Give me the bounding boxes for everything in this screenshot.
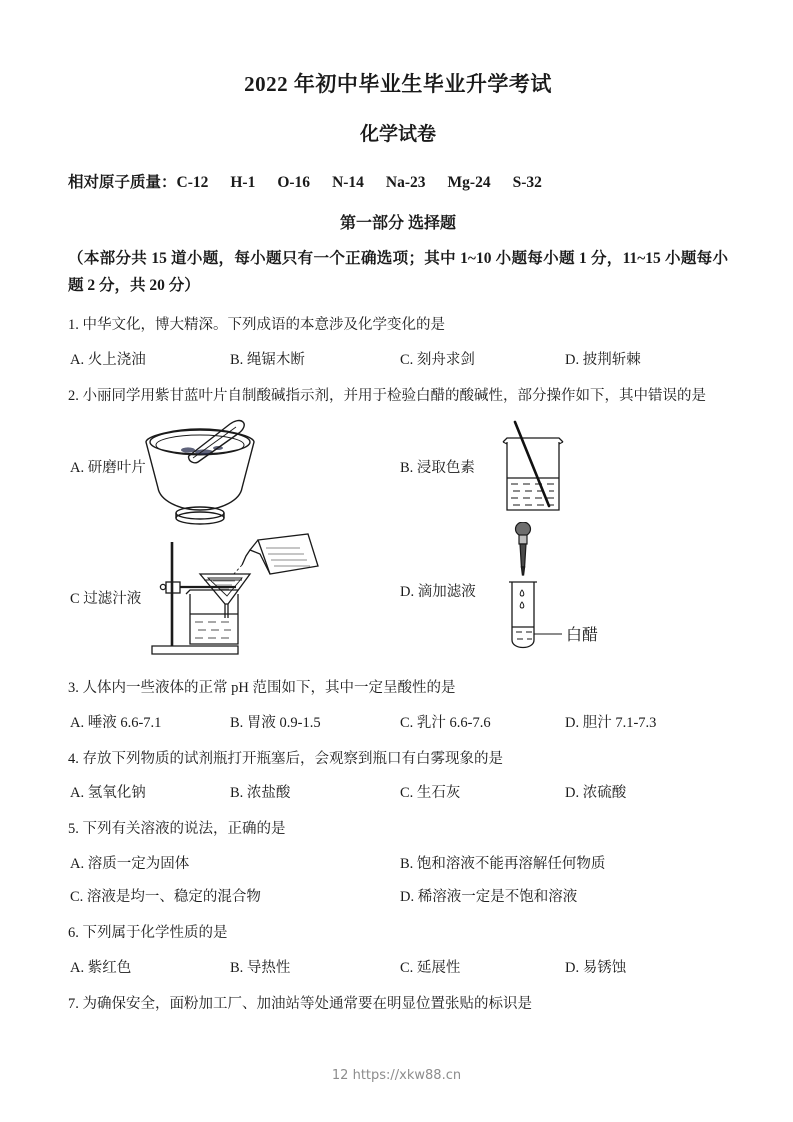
question-3	[68, 678, 728, 733]
question-1-option-d[interactable]: D. 披荆斩棘	[565, 352, 641, 368]
atomic-mass-mg: Mg-24	[447, 174, 491, 191]
question-6-option-a[interactable]: A. 紫红色	[70, 959, 132, 976]
page-footer: 12 https://xkw88.cn	[331, 1068, 462, 1083]
atomic-mass-h: H-1	[230, 174, 256, 191]
atomic-mass-c: C-12	[176, 174, 209, 191]
question-3-stem: 3. 人体内一些液体的正常 pH 范围如下，其中一定呈酸性的是	[68, 679, 456, 696]
question-6-stem: 6. 下列属于化学性质的是	[68, 925, 228, 941]
question-6-option-d[interactable]: D. 易锈蚀	[565, 959, 627, 976]
question-7-stem: 7. 为确保安全，面粉加工厂、加油站等处通常要在明显位置张贴的标识是	[68, 995, 532, 1012]
question-1	[68, 315, 728, 370]
test-tube-liquid-label: 白醋	[566, 626, 599, 644]
atomic-mass-n: N-14	[332, 174, 364, 191]
question-3-options	[68, 713, 728, 733]
question-5-option-d[interactable]: D. 稀溶液一定是不饱和溶液	[400, 889, 578, 905]
question-2-figures	[68, 414, 728, 662]
question-5	[68, 819, 728, 907]
question-1-option-c[interactable]: C. 刻舟求剑	[400, 352, 475, 368]
question-4-stem: 4. 存放下列物质的试剂瓶打开瓶塞后，会观察到瓶口有白雾现象的是	[68, 750, 503, 767]
question-1-option-a[interactable]: A. 火上浇油	[70, 352, 146, 368]
question-5-option-a[interactable]: A. 溶质一定为固体	[70, 856, 190, 872]
atomic-mass-na: Na-23	[385, 174, 426, 191]
question-3-option-a[interactable]: A. 唾液 6.6-7.1	[70, 714, 162, 731]
mortar-and-pestle-icon	[130, 414, 270, 537]
question-5-option-b[interactable]: B. 饱和溶液不能再溶解任何物质	[400, 856, 606, 872]
atomic-mass-s: S-32	[512, 174, 542, 191]
question-3-option-d[interactable]: D. 胆汁 7.1-7.3	[565, 714, 657, 731]
question-5-options-row-2	[68, 887, 728, 907]
beaker-with-stirring-rod-icon	[483, 414, 593, 537]
question-3-option-b[interactable]: B. 胃液 0.9-1.5	[230, 714, 321, 731]
part-one-instructions: （本部分共 15 道小题，每小题只有一个正确选项；其中 1~10 小题每小题 1 分，11~15 小题每小题 2 分，共 20 分）	[68, 250, 728, 295]
question-6-option-b[interactable]: B. 导热性	[230, 959, 291, 976]
question-4-option-c[interactable]: C. 生石灰	[400, 785, 461, 802]
question-1-option-b[interactable]: B. 绳锯木断	[230, 352, 305, 368]
question-2-stem: 2. 小丽同学用紫甘蓝叶片自制酸碱指示剂，并用于检验白醋的酸碱性，部分操作如下，其中错误的是	[68, 388, 706, 404]
page-subtitle: 化学试卷	[359, 124, 436, 145]
question-2-option-c-label[interactable]: C 过滤汁液	[70, 590, 142, 607]
question-4	[68, 749, 728, 804]
part-one-heading: 第一部分 选择题	[339, 215, 456, 232]
question-4-option-b[interactable]: B. 浓盐酸	[230, 785, 291, 802]
atomic-mass-label: 相对原子质量：	[68, 174, 177, 191]
question-4-options	[68, 783, 728, 803]
question-6-options	[68, 958, 728, 978]
question-3-option-c[interactable]: C. 乳汁 6.6-7.6	[400, 714, 491, 731]
question-7	[68, 994, 728, 1016]
atomic-mass-o: O-16	[277, 174, 311, 191]
question-5-options-row-1	[68, 854, 728, 874]
question-2-option-b-label[interactable]: B. 浸取色素	[400, 459, 475, 476]
page-title: 2022 年初中毕业生毕业升学考试	[244, 72, 552, 96]
question-1-options	[68, 350, 728, 370]
question-2-option-a-label[interactable]: A. 研磨叶片	[70, 459, 146, 476]
filtration-apparatus-icon	[146, 532, 346, 668]
question-1-stem: 1. 中华文化，博大精深。下列成语的本意涉及化学变化的是	[68, 317, 445, 334]
question-6	[68, 923, 728, 978]
question-5-option-c[interactable]: C. 溶液是均一、稳定的混合物	[70, 889, 261, 905]
page-content	[68, 0, 728, 1016]
atomic-mass-line	[68, 170, 728, 192]
question-4-option-d[interactable]: D. 浓硫酸	[565, 785, 627, 802]
question-2-option-d-label[interactable]: D. 滴加滤液	[400, 583, 476, 600]
question-5-stem: 5. 下列有关溶液的说法，正确的是	[68, 821, 286, 838]
dropper-and-test-tube-icon	[486, 522, 636, 670]
question-2	[68, 386, 728, 662]
question-4-option-a[interactable]: A. 氢氧化钠	[70, 785, 146, 802]
question-6-option-c[interactable]: C. 延展性	[400, 959, 461, 976]
